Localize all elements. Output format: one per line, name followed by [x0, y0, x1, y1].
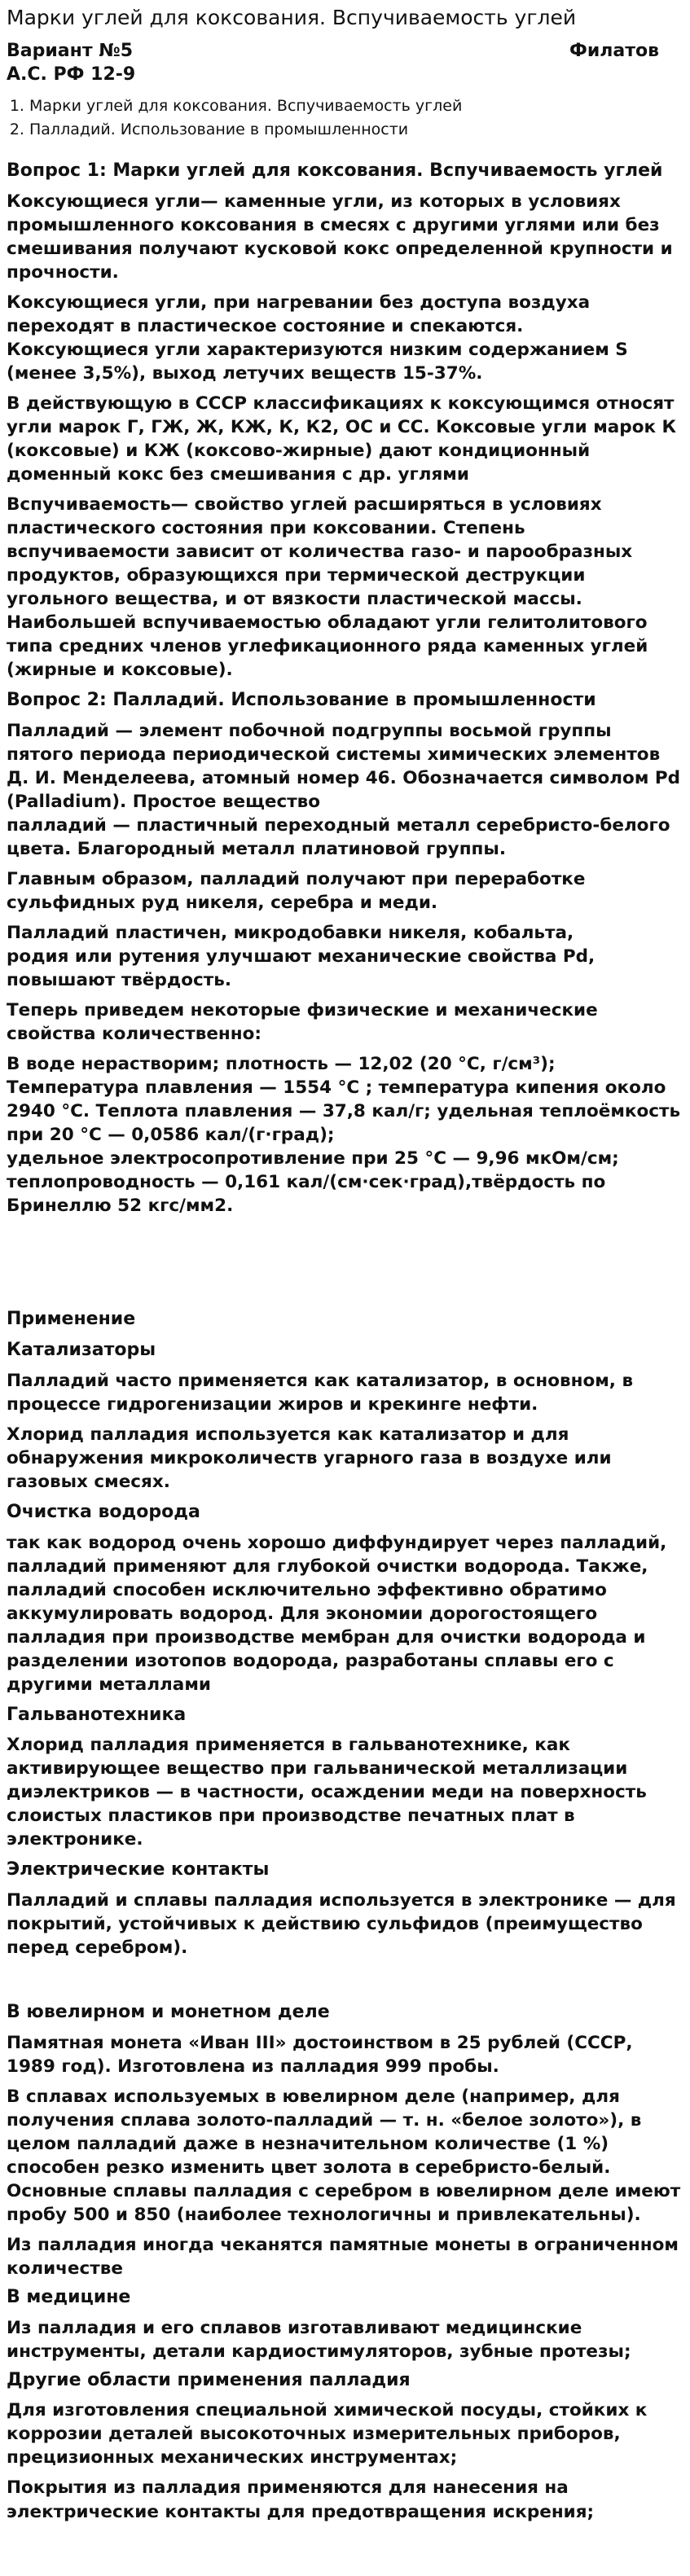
group-label: А.С. РФ 12-9 [7, 64, 136, 85]
paragraph: Хлорид палладия используется как катализатор и для обнаружения микроколичеств угарного газа в воздухе или газовых смесях. [7, 1424, 612, 1492]
table-of-contents [7, 94, 683, 141]
paragraph: Палладий пластичен, микродобавки никеля, кобальта, родия или рутения улучшают механические свойства Pd, повышают твёрдость. [7, 923, 596, 991]
paragraph: Хлорид палладия применяется в гальванотехнике, как активирующее вещество при гальванической металлизации диэлектриков — в частности, осаждении меди на поверхность слоистых пластиков при производстве печатных плат в электронике. [7, 1735, 647, 1850]
section-heading-contacts: Электрические контакты [7, 1859, 270, 1880]
variant-label: Вариант №5 [7, 41, 134, 62]
section-heading-catalysts: Катализаторы [7, 1340, 156, 1361]
paragraph: Палладий часто применяется как катализатор, в основном, в процессе гидрогенизации жиров и крекинге нефти. [7, 1370, 634, 1415]
toc-item[interactable]: 2. Палладий. Использование в промышленности [29, 118, 683, 142]
paragraph: Коксующиеся угли, при нагревании без доступа воздуха переходят в пластическое состояние и спекаются. Коксующиеся угли характеризуются низким содержанием S (менее 3,5%), выход летучих веществ 15-37%. [7, 292, 628, 384]
author-name: Филатов [569, 41, 659, 62]
paragraph: Палладий — элемент побочной подгруппы восьмой группы пятого периода периодической системы химических элементов Д. И. Менделеева, атомный номер 46. Обозначается символом Pd (Palladium). Простое вещество палладий — пластичный переходный металл серебристо-белого цвета. Благородный металл платиновой группы. [7, 721, 681, 860]
document-meta [7, 40, 683, 86]
paragraph: Вспучиваемость— свойство углей расширяться в условиях пластического состояния при коксовании. Степень вспучиваемости зависит от количества газо- и парообразных продуктов, образующихся при термической деструкции угольного вещества, и от вязкости пластической массы. Наибольшей вспучиваемостью обладают угли гелитолитового типа средних членов углефикационного ряда каменных углей (жирные и коксовые). [7, 494, 648, 681]
paragraph: Покрытия из палладия применяются для нанесения на электрические контакты для предотвращения искрения; [7, 2477, 595, 2522]
paragraph: В сплавах используемых в ювелирном деле (например, для получения сплава золото-палладий — т. н. «белое золото»), в целом палладий даже в незначительном количестве (1 %) способен резко изменить цвет золота в серебристо-белый. Основные сплавы палладия с серебром в ювелирном деле имеют пробу 500 и 850 (наиболее технологичны и привлекательны). [7, 2086, 681, 2225]
paragraph: Памятная монета «Иван III» достоинством в 25 рублей (СССР, 1989 год). Изготовлена из палладия 999 пробы. [7, 2032, 633, 2077]
toc-item[interactable]: 1. Марки углей для коксования. Вспучиваемость углей [29, 94, 683, 118]
paragraph: Для изготовления специальной химической посуды, стойких к коррозии деталей высокоточных измерительных приборов, прецизионных механических инструментах; [7, 2400, 648, 2468]
paragraph: Главным образом, палладий получают при переработке сульфидных руд никеля, серебра и меди. [7, 869, 586, 914]
question-2-heading: Вопрос 2: Палладий. Использование в промышленности [7, 690, 596, 711]
question-1-heading: Вопрос 1: Марки углей для коксования. Вспучиваемость углей [7, 160, 663, 182]
section-heading-jewelry: В ювелирном и монетном деле [7, 2002, 330, 2023]
paragraph: Из палладия и его сплавов изготавливают медицинские инструменты, детали кардиостимуляторов, зубные протезы; [7, 2317, 631, 2362]
paragraph: Теперь приведем некоторые физические и механические свойства количественно: [7, 1000, 598, 1045]
document-title: Марки углей для коксования. Вспучиваемость углей [7, 6, 577, 29]
section-heading-medicine: В медицине [7, 2287, 131, 2308]
section-heading-hydrogen: Очистка водорода [7, 1501, 200, 1522]
section-heading-other: Другие области применения палладия [7, 2369, 411, 2390]
section-heading-electroplating: Гальванотехника [7, 1704, 187, 1725]
paragraph: Палладий и сплавы палладия используется в электронике — для покрытий, устойчивых к действию сульфидов (преимущество перед серебром). [7, 1890, 676, 1959]
paragraph: Из палладия иногда чеканятся памятные монеты в ограниченном количестве [7, 2235, 679, 2280]
paragraph: Коксующиеся угли— каменные угли, из которых в условиях промышленного коксования в смесях с другими углями или без смешивания получают кусковой кокс определенной крупности и прочности. [7, 191, 673, 283]
paragraph: так как водород очень хорошо диффундирует через палладий, палладий применяют для глубокой очистки водорода. Также, палладий способен исключительно эффективно обратимо аккумулировать водород. Для экономии дорогостоящего палладия при производстве мембран для очистки водорода и разделении изотопов водорода, разработаны сплавы его с другими металлами [7, 1532, 667, 1695]
meta-row [7, 40, 683, 64]
paragraph: В действующую в СССР классификациях к коксующимся относят угли марок Г, ГЖ, Ж, КЖ, К, К2, ОС и СС. Коксовые угли марок К (коксовые) и КЖ (коксово-жирные) дают кондиционный доменный кокс без смешивания с др. углями [7, 393, 677, 485]
application-heading: Применение [7, 1309, 136, 1330]
properties-paragraph: В воде нерастворим; плотность — 12,02 (20 °C, г/см³); Температура плавления — 1554 °C ; температура кипения около 2940 °C. Теплота плавления — 37,8 кал/г; удельная теплоёмкость при 20 °C — 0,0586 кал/(г·град); удельное электросопротивление при 25 °C — 9,96 мкОм/см; теплопроводность — 0,161 кал/(см·сек·град),твёрдость по Бринеллю 52 кгс/мм2. [7, 1054, 681, 1217]
